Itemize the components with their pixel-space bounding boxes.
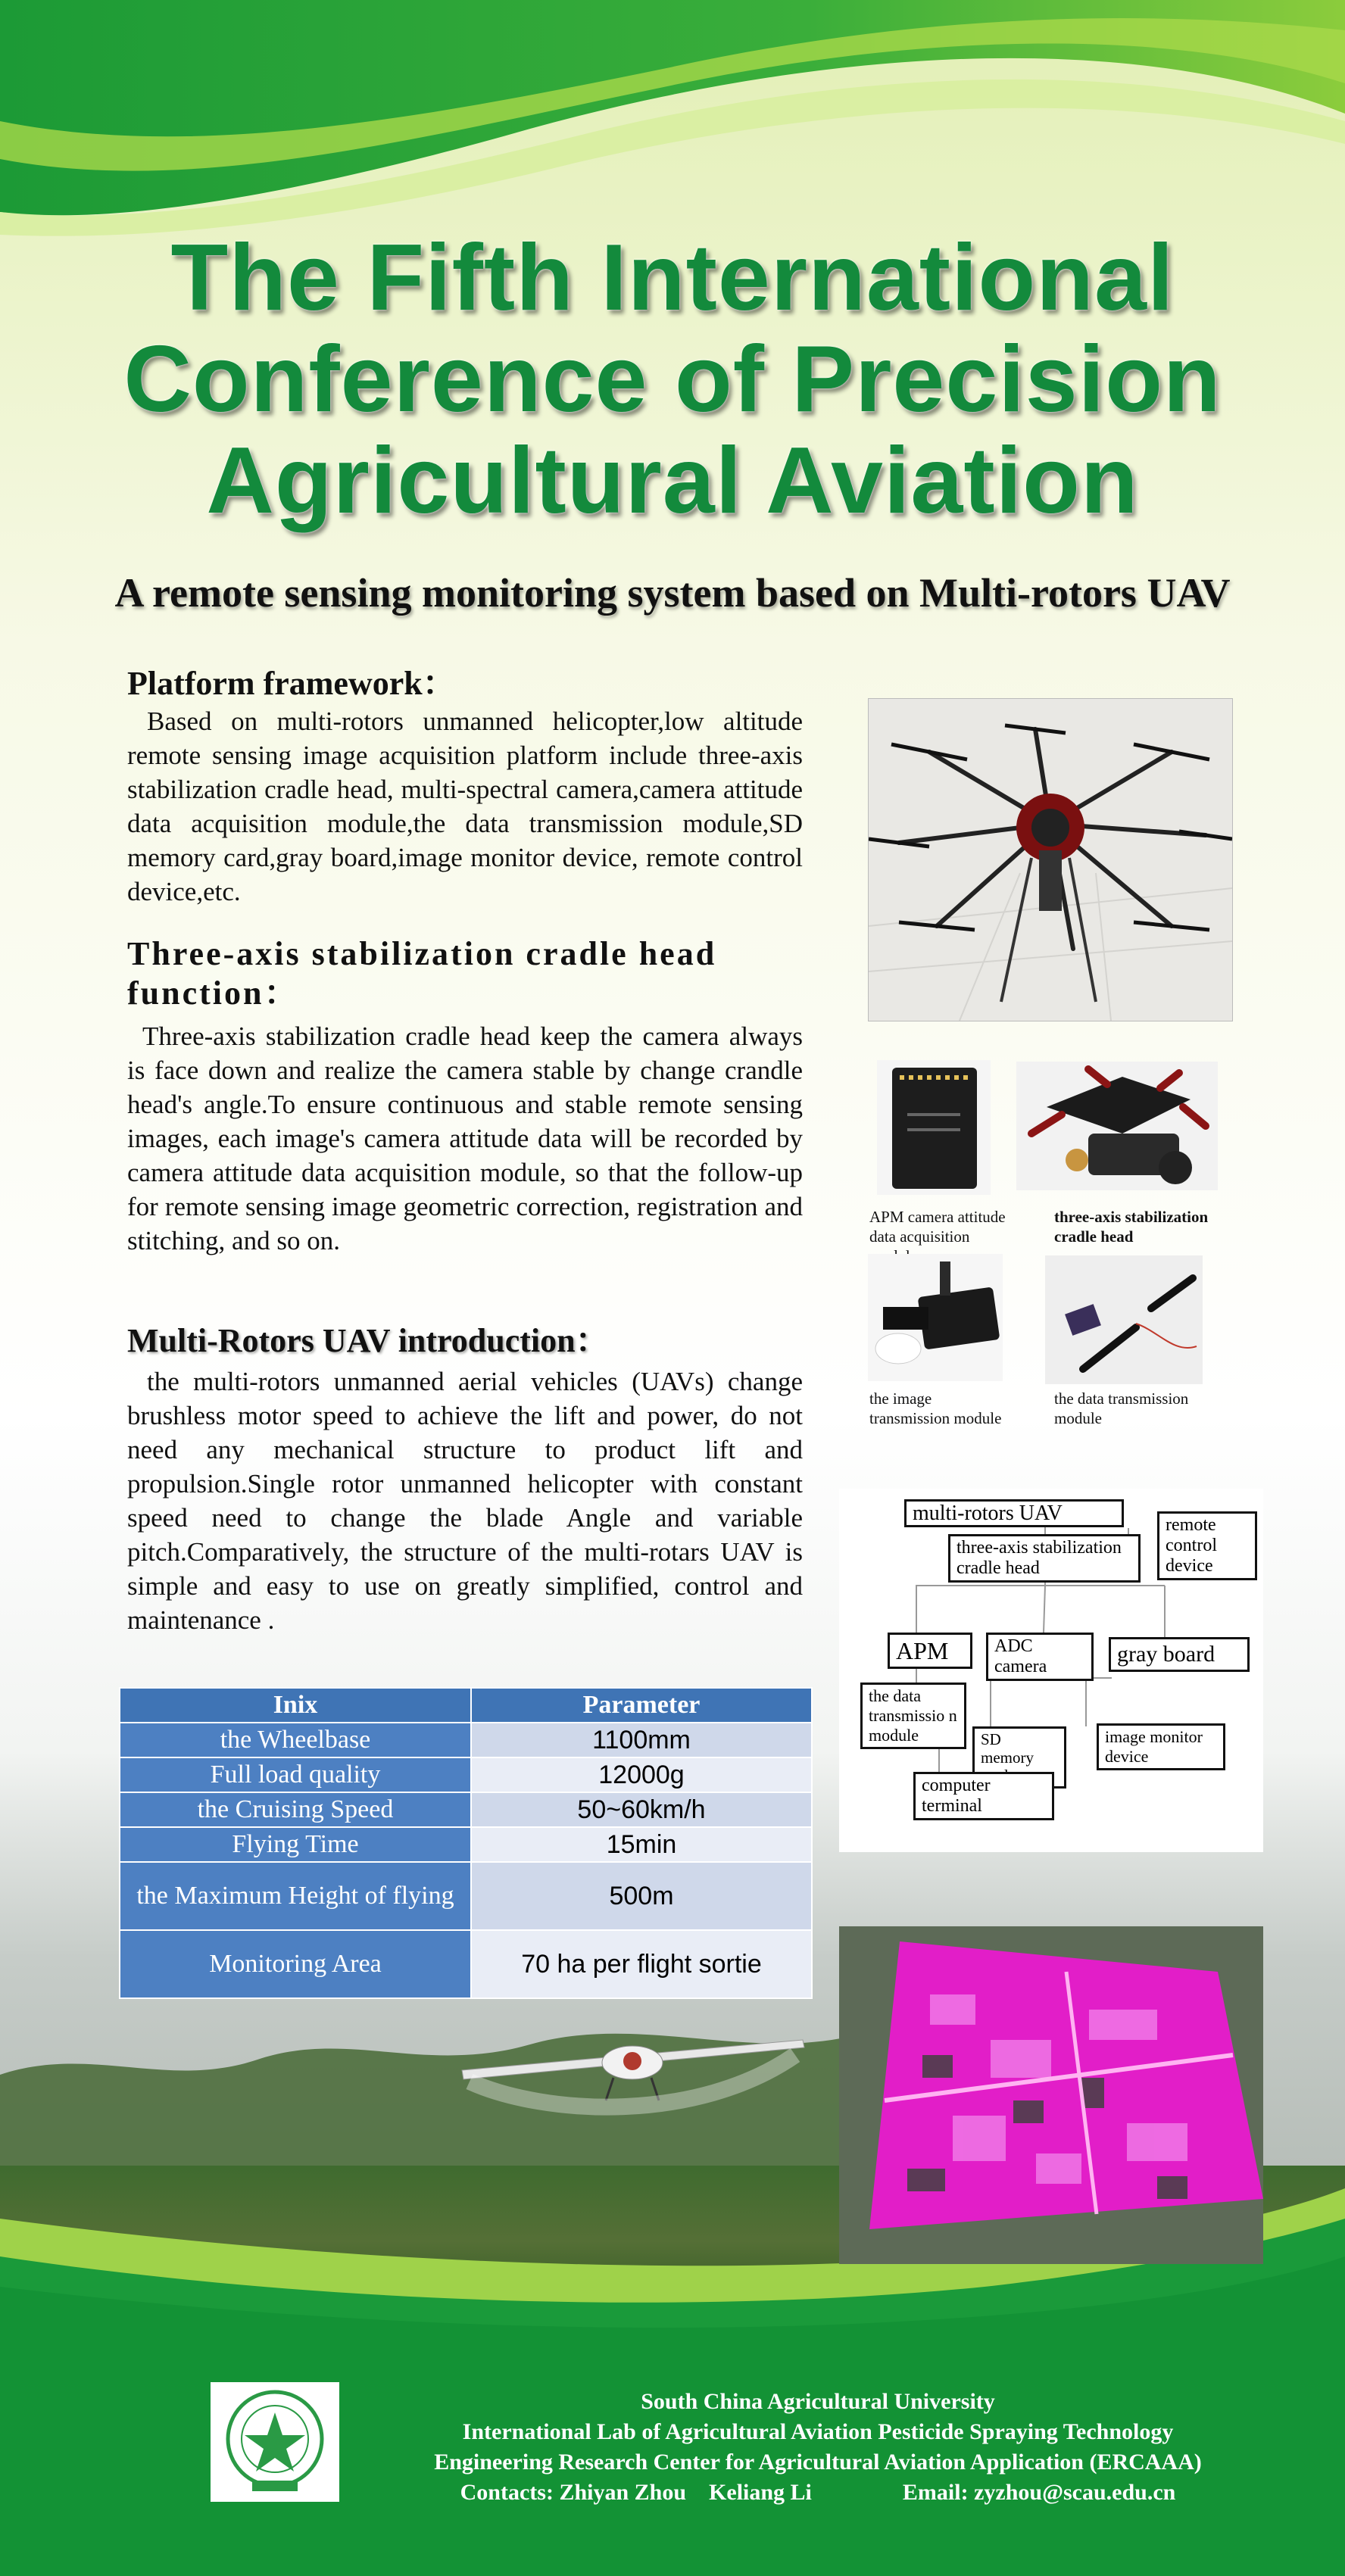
table-value: 12000g: [471, 1757, 812, 1792]
crop-duster-plane: [454, 2010, 810, 2131]
table-header-row: [120, 1688, 812, 1723]
table-key: Flying Time: [120, 1827, 471, 1862]
footer-contact-block: [318, 2387, 1318, 2508]
diagram-uav: multi-rotors UAV: [904, 1499, 1124, 1527]
diagram-gray-board: gray board: [1109, 1637, 1250, 1672]
table-row: [120, 1827, 812, 1862]
title-line-3: Agricultural Aviation: [206, 429, 1139, 533]
caption-data-transmission: the data transmission module: [1054, 1389, 1189, 1427]
footer-contacts: Contacts: Zhiyan Zhou Keliang Li: [460, 2480, 812, 2505]
spec-table: [119, 1687, 813, 1999]
section-heading: Platform framework：: [127, 665, 456, 702]
table-header-cell: Inix: [120, 1688, 471, 1723]
footer-lab: International Lab of Agricultural Aviation Pesticide Spraying Technology: [462, 2419, 1174, 2444]
section-body: the multi-rotors unmanned aerial vehicles (UAVs) change brushless motor speed to achieve the lift and power, do not need any mechanical structure to product lift and propulsion.Single rotor unmanned helicopter with constant speed need to change the blade Angle and variable pitch.Comparatively, the structure of the multi-rotars UAV is simple and easy to use on greatly simplified, control and maintenance .: [127, 1367, 803, 1635]
table-key: the Cruising Speed: [120, 1792, 471, 1827]
diagram-image-monitor: image monitor device: [1097, 1723, 1225, 1770]
table-value: 15min: [471, 1827, 812, 1862]
data-transmission-photo: [1045, 1255, 1203, 1384]
table-key: the Maximum Height of flying: [120, 1862, 471, 1930]
footer-email: Email: zyzhou@scau.edu.cn: [902, 2480, 1176, 2505]
diagram-cradle-head: three-axis stabilization cradle head: [948, 1534, 1141, 1583]
section-cradle-head: [127, 934, 803, 1258]
table-row: [120, 1792, 812, 1827]
caption-cradle-head: three-axis stabilization cradle head: [1054, 1208, 1209, 1246]
table-value: 70 ha per flight sortie: [471, 1930, 812, 1998]
diagram-adc-camera: ADC camera: [986, 1633, 1094, 1681]
multispectral-image: [839, 1926, 1263, 2264]
caption-apm: APM camera attitude data acquisition: [869, 1208, 1006, 1246]
apm-module-photo: [877, 1060, 991, 1195]
table-row: [120, 1862, 812, 1930]
section-heading: Multi-Rotors UAV introduction：: [127, 1322, 609, 1359]
section-uav-introduction: [127, 1313, 803, 1637]
footer-research-center: Engineering Research Center for Agricultural Aviation Application (ERCAAA): [434, 2450, 1202, 2475]
section-platform-framework: [127, 656, 803, 909]
image-transmission-photo: [868, 1254, 1003, 1381]
poster-subtitle: A remote sensing monitoring system based on Multi-rotors UAV: [114, 570, 1231, 616]
table-value: 50~60km/h: [471, 1792, 812, 1827]
octocopter-photo: [868, 698, 1233, 1021]
section-body: Three-axis stabilization cradle head keep the camera always is face down and realize the camera stable by change crandle head's angle.To ensure continuous and stable remote sensing images, each image's camera attitude data will be recorded by camera attitude data acquisition module, so that the follow-up for remote sensing image geometric correction, registration and stitching, and so on.: [127, 1021, 803, 1255]
caption-image-transmission: the image transmission module: [869, 1389, 1002, 1427]
table-value: 500m: [471, 1862, 812, 1930]
conference-title: [61, 227, 1284, 532]
diagram-computer-terminal: computer terminal: [913, 1772, 1054, 1820]
diagram-sd-card: SD memory: [972, 1726, 1066, 1789]
diagram-remote-control: remote control device: [1157, 1511, 1257, 1580]
footer-contact-row: [318, 2478, 1318, 2508]
title-line-1: The Fifth International: [170, 226, 1175, 330]
section-heading: Three-axis stabilization cradle head function：: [127, 935, 717, 1012]
table-key: Monitoring Area: [120, 1930, 471, 1998]
section-body: Based on multi-rotors unmanned helicopter,low altitude remote sensing image acquisition platform include three-axis stabilization cradle head, multi-spectral camera,camera attitude data acquisition module,the data transmission module,SD memory card,gray board,image monitor device, remote control device,etc.: [127, 706, 803, 906]
table-key: the Wheelbase: [120, 1723, 471, 1757]
table-header-cell: Parameter: [471, 1688, 812, 1723]
cradle-head-photo: [1016, 1062, 1218, 1190]
table-row: [120, 1723, 812, 1757]
system-diagram: [839, 1489, 1263, 1852]
footer-university: South China Agricultural University: [641, 2389, 995, 2414]
table-row: [120, 1930, 812, 1998]
table-value: 1100mm: [471, 1723, 812, 1757]
table-key: Full load quality: [120, 1757, 471, 1792]
table-row: [120, 1757, 812, 1792]
diagram-data-transmission: the data transmissio n module: [860, 1683, 966, 1749]
diagram-apm: APM: [888, 1633, 972, 1669]
title-line-2: Conference of Precision: [123, 327, 1222, 432]
